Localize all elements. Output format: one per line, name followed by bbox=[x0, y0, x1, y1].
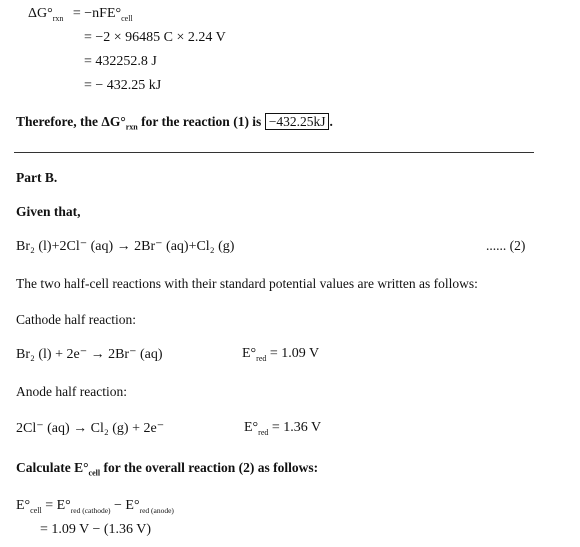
calc-subscript: cell bbox=[88, 468, 101, 478]
part-b-heading: Part B. bbox=[16, 170, 58, 185]
cathode-subscript: red (cathode) bbox=[70, 505, 111, 515]
answer-box: −432.25kJ bbox=[265, 113, 330, 130]
calc-suffix: for the overall reaction (2) as follows: bbox=[100, 460, 319, 475]
anode-subscript: red (anode) bbox=[139, 505, 174, 515]
cathode-label: Cathode half reaction: bbox=[16, 312, 136, 327]
anode-e-value: = 1.36 V bbox=[268, 420, 322, 435]
ecell-subscript: cell bbox=[30, 505, 42, 515]
cathode-e-value: = 1.09 V bbox=[266, 346, 320, 361]
ecell-equation bbox=[16, 498, 174, 514]
nfe-expression: = −nFE° bbox=[72, 6, 122, 21]
delta-g-equation bbox=[28, 6, 133, 22]
substitution-step: = −2 × 96485 C × 2.24 V bbox=[84, 30, 226, 45]
reaction-number: ...... (2) bbox=[486, 238, 526, 253]
delta-g-subscript: rxn bbox=[52, 13, 64, 23]
given-heading: Given that, bbox=[16, 204, 81, 219]
ecell-minus: − E° bbox=[110, 498, 140, 513]
anode-e-symbol: E° bbox=[244, 420, 259, 435]
joule-result: = 432252.8 J bbox=[84, 54, 157, 69]
kilojoule-result: = − 432.25 kJ bbox=[84, 78, 162, 93]
conclusion-middle: for the reaction (1) is bbox=[137, 114, 265, 129]
nfe-subscript: cell bbox=[121, 13, 133, 23]
ecell-substitution: = 1.09 V − (1.36 V) bbox=[40, 522, 152, 537]
anode-reaction: 2Cl⁻ (aq) → Cl₂ (g) + 2e⁻ bbox=[16, 421, 165, 436]
ecell-equals: = E° bbox=[41, 498, 71, 513]
overall-reaction: Br₂ (l)+2Cl⁻ (aq) → 2Br⁻ (aq)+Cl₂ (g) bbox=[16, 239, 235, 254]
section-divider bbox=[14, 152, 534, 153]
conclusion-period: . bbox=[329, 114, 333, 129]
ecell-symbol: E° bbox=[16, 498, 31, 513]
half-cell-intro: The two half-cell reactions with their standard potential values are written as follows: bbox=[16, 276, 478, 291]
cathode-reaction: Br₂ (l) + 2e⁻ → 2Br⁻ (aq) bbox=[16, 347, 163, 362]
cathode-e-symbol: E° bbox=[242, 346, 257, 361]
delta-g-conclusion bbox=[16, 114, 333, 130]
cathode-e-subscript: red bbox=[256, 353, 267, 363]
calculate-ecell-heading bbox=[16, 460, 318, 476]
anode-label: Anode half reaction: bbox=[16, 384, 127, 399]
calc-prefix: Calculate E° bbox=[16, 460, 89, 475]
conclusion-subscript: rxn bbox=[125, 122, 138, 132]
anode-e-subscript: red bbox=[258, 427, 269, 437]
cathode-potential bbox=[242, 346, 319, 362]
conclusion-prefix: Therefore, the ΔG° bbox=[16, 114, 126, 129]
anode-potential bbox=[244, 420, 321, 436]
delta-g-symbol: ΔG° bbox=[28, 6, 53, 21]
